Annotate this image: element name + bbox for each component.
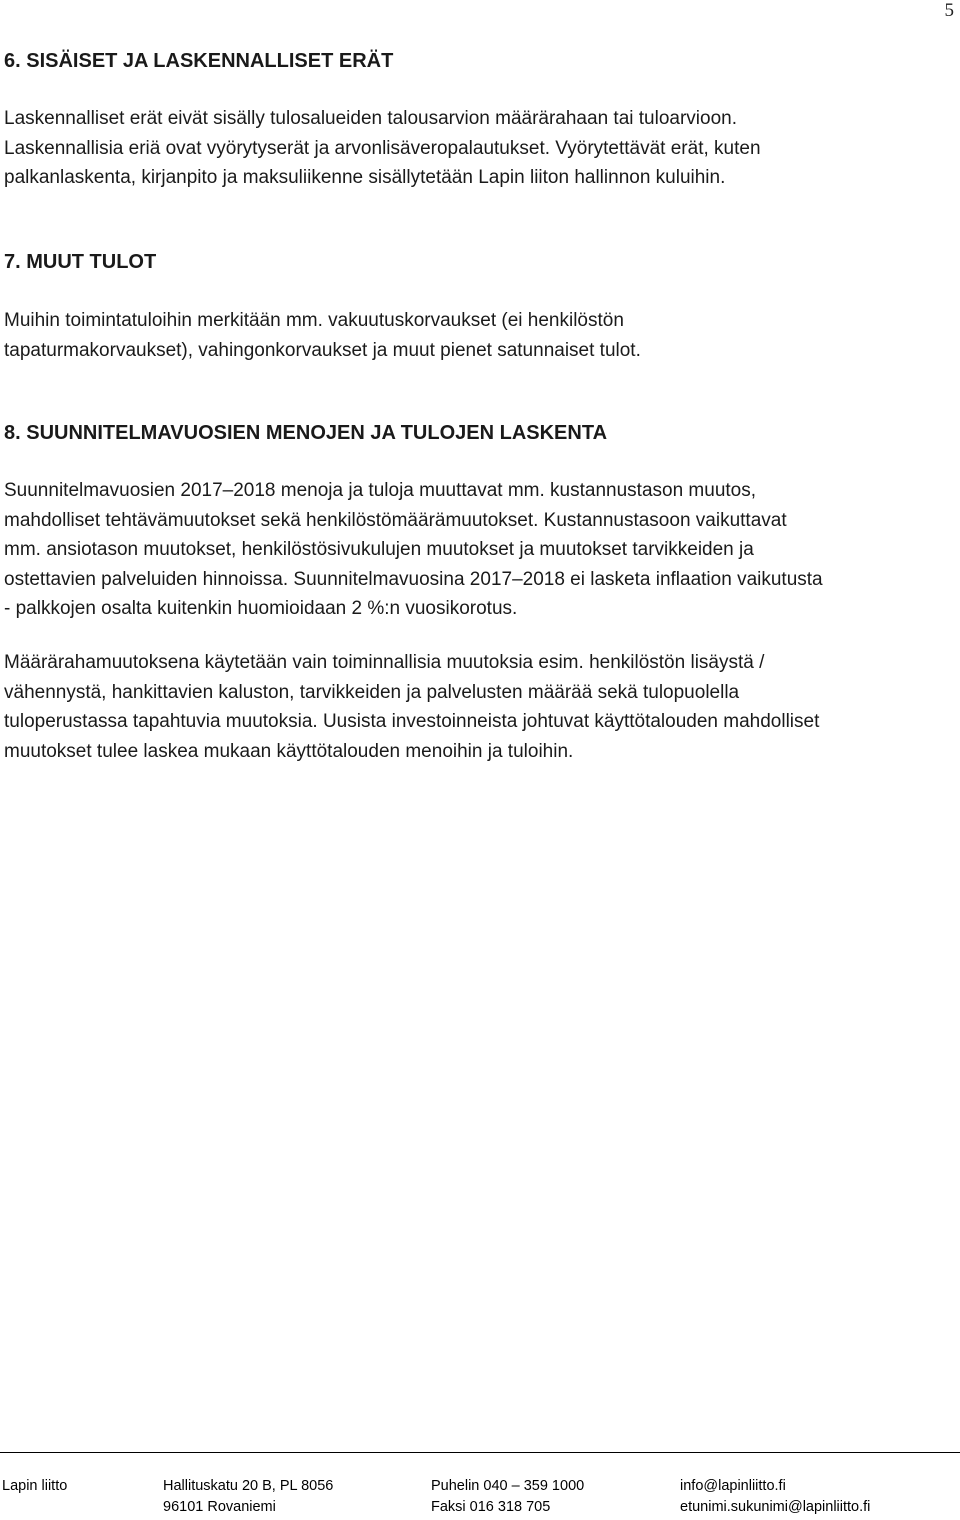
- footer-email-link[interactable]: info@lapinliitto.fi: [680, 1478, 786, 1494]
- paragraph-line: Suunnitelmavuosien 2017–2018 menoja ja tuloja muuttavat mm. kustannustason muutos,: [4, 480, 757, 501]
- paragraph-line: vähennystä, hankittavien kaluston, tarvikkeiden ja palvelusten määrää sekä tulopuolella: [4, 681, 740, 703]
- footer-divider: [0, 1452, 960, 1453]
- footer-email-column: [680, 1476, 870, 1518]
- footer-contact-column: [431, 1476, 584, 1518]
- paragraph-line: Laskennalliset erät eivät sisälly tulosalueiden talousarvion määrärahaan tai tuloarvioon.: [4, 108, 737, 129]
- paragraph-line: ostettavien palveluiden hinnoissa. Suunnitelmavuosina 2017–2018 ei lasketa inflaation vaikutusta: [4, 568, 823, 590]
- section-8-paragraph-2: [4, 648, 960, 766]
- footer-address-line: Hallituskatu 20 B, PL 8056: [163, 1478, 334, 1494]
- page-number: 5: [944, 0, 954, 21]
- paragraph-line: muutokset tulee laskea mukaan käyttötalouden menoihin ja tuloihin.: [4, 740, 574, 762]
- paragraph-line: tapaturmakorvaukset), vahingonkorvaukset ja muut pienet satunnaiset tulot.: [4, 339, 641, 361]
- section-6-paragraph: [4, 104, 960, 193]
- footer-address-line: 96101 Rovaniemi: [163, 1499, 276, 1515]
- footer-address-column: [163, 1476, 333, 1518]
- section-7-heading: 7. MUUT TULOT: [4, 251, 157, 273]
- footer-fax: Faksi 016 318 705: [431, 1499, 551, 1515]
- footer-organization-column: [2, 1476, 67, 1497]
- paragraph-line: - palkkojen osalta kuitenkin huomioidaan 2 %:n vuosikorotus.: [4, 598, 518, 619]
- paragraph-line: Muihin toimintatuloihin merkitään mm. vakuutuskorvaukset (ei henkilöstön: [4, 310, 624, 331]
- paragraph-line: palkanlaskenta, kirjanpito ja maksuliikenne sisällytetään Lapin liiton hallinnon kuluihin.: [4, 167, 726, 188]
- footer-organization: Lapin liitto: [2, 1478, 68, 1494]
- paragraph-line: Määrärahamuutoksena käytetään vain toiminnallisia muutoksia esim. henkilöstön lisäystä /: [4, 652, 765, 673]
- section-8-paragraph-1: [4, 476, 960, 624]
- paragraph-line: Laskennallisia eriä ovat vyörytyserät ja arvonlisäveropalautukset. Vyörytettävät erät, kuten: [4, 137, 761, 159]
- section-8-heading: 8. SUUNNITELMAVUOSIEN MENOJEN JA TULOJEN LASKENTA: [4, 422, 608, 444]
- paragraph-line: mm. ansiotason muutokset, henkilöstösivukulujen muutokset ja muutokset tarvikkeiden ja: [4, 539, 754, 560]
- section-6-heading: 6. SISÄISET JA LASKENNALLISET ERÄT: [4, 50, 394, 72]
- footer-email-format: etunimi.sukunimi@lapinliitto.fi: [680, 1499, 871, 1515]
- section-7-paragraph: [4, 306, 960, 365]
- paragraph-line: tuloperustassa tapahtuvia muutoksia. Uusista investoinneista johtuvat käyttötalouden mahdolliset: [4, 711, 820, 732]
- footer-phone: Puhelin 040 – 359 1000: [431, 1478, 585, 1494]
- footer: [0, 1476, 960, 1516]
- paragraph-line: mahdolliset tehtävämuutokset sekä henkilöstömäärämuutokset. Kustannustasoon vaikuttavat: [4, 509, 787, 531]
